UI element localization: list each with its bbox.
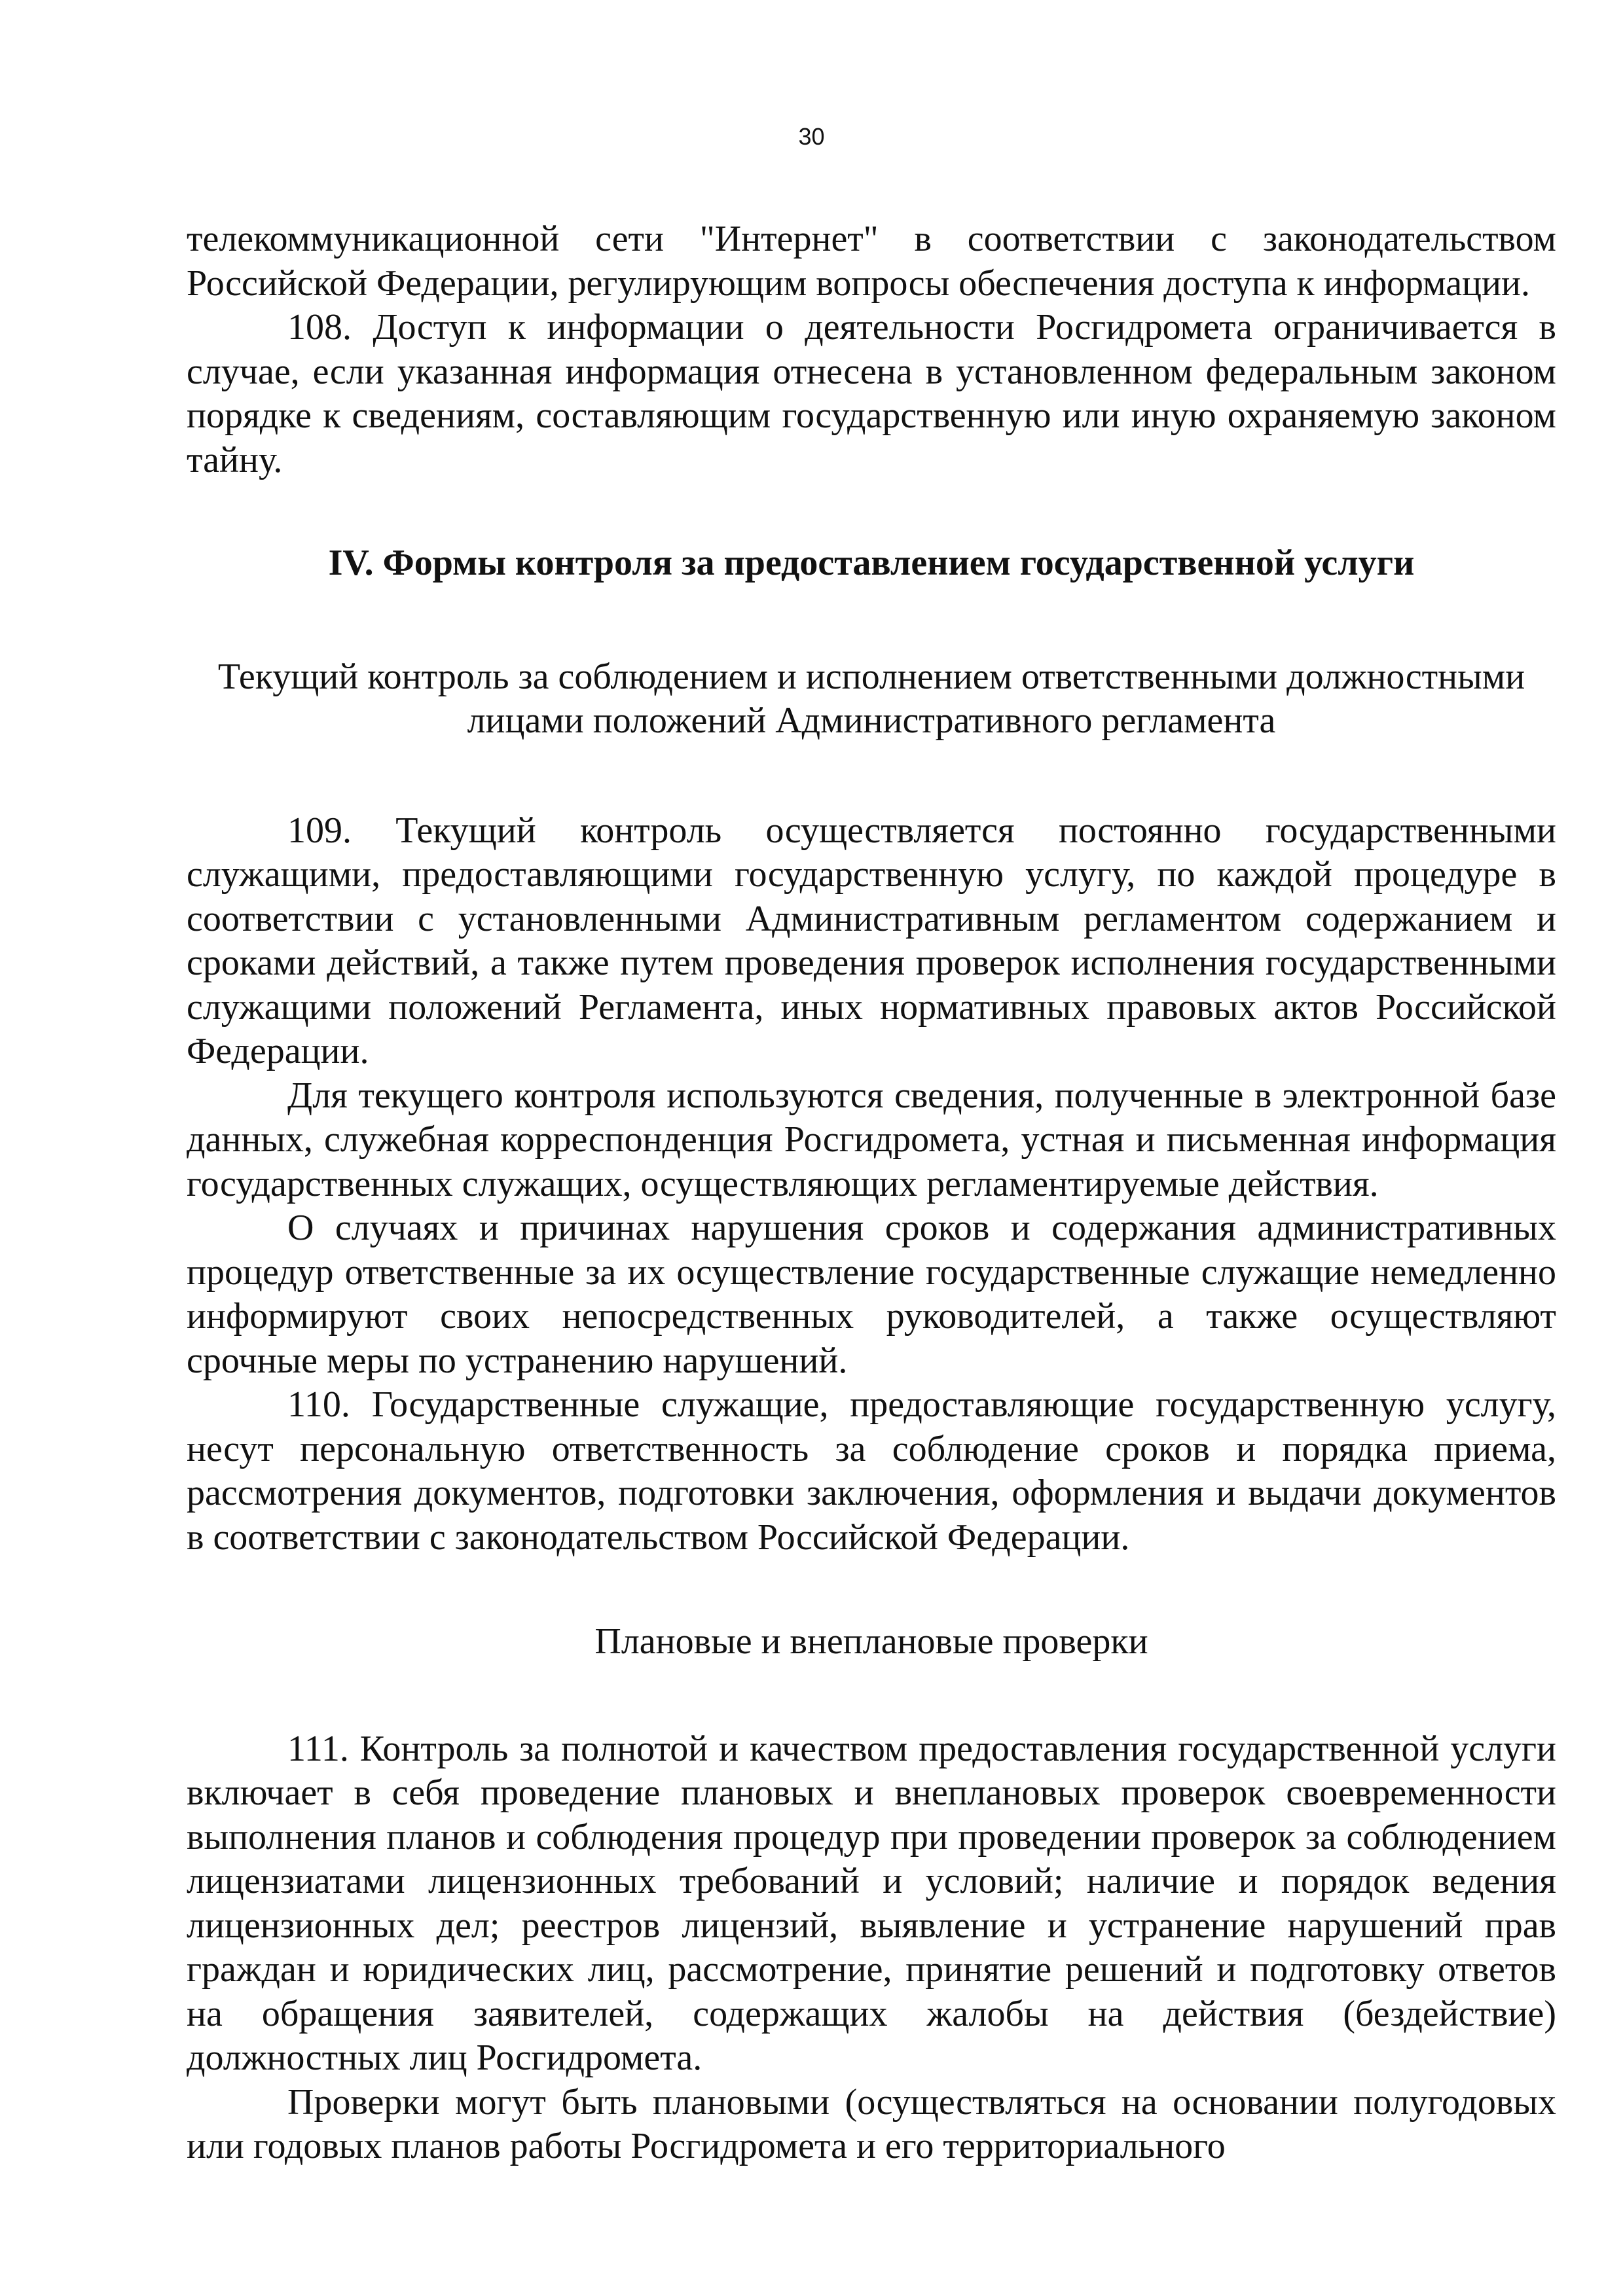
paragraph-111-inspection-types: Проверки могут быть плановыми (осуществляться на основании полугодовых или годовых планов работы Росгидромета и его территориального [187, 2081, 1556, 2166]
current-control-heading-line-2: лицами положений Административного регламента [467, 700, 1276, 741]
paragraph-109-violations: О случаях и причинах нарушения сроков и содержания административных процедур ответственные за их осуществление государственные служащие немедленно информируют своих непосредственных руководителей, а также осуществляют срочные меры по устранению нарушений. [187, 1208, 1556, 1381]
page-number: 30 [798, 123, 825, 150]
paragraph-continuation: телекоммуникационной сети "Интернет" в соответствии с законодательством Российской Федерации, регулирующим вопросы обеспечения доступа к информации. [187, 219, 1556, 304]
paragraph-111: 111. Контроль за полнотой и качеством предоставления государственной услуги включает в себя проведение плановых и внеплановых проверок своевременности выполнения планов и соблюдения процедур при проведении проверок за соблюдением лицензиатами лицензионных требований и условий; наличие и порядок ведения лицензионных дел; реестров лицензий, выявление и устранение нарушений прав граждан и юридических лиц, рассмотрение, принятие решений и подготовку ответов на обращения заявителей, содержащих жалобы на действия (бездействие) должностных лиц Росгидромета. [187, 1728, 1556, 2078]
paragraph-109: 109. Текущий контроль осуществляется постоянно государственными служащими, предоставляющими государственную услугу, по каждой процедуре в соответствии с установленными Административным регламентом содержанием и сроками действий, а также путем проведения проверок исполнения государственными служащими положений Регламента, иных нормативных правовых актов Российской Федерации. [187, 810, 1556, 1071]
section-iv-heading: IV. Формы контроля за предоставлением государственной услуги [328, 543, 1415, 583]
current-control-heading-line-1: Текущий контроль за соблюдением и исполнением ответственными должностными [217, 656, 1525, 697]
inspections-heading: Плановые и внеплановые проверки [594, 1621, 1148, 1662]
paragraph-109-data-sources: Для текущего контроля используются сведения, полученные в электронной базе данных, служебная корреспонденция Росгидромета, устная и письменная информация государственных служащих, осуществляющих регламентируемые действия. [187, 1075, 1556, 1204]
paragraph-108: 108. Доступ к информации о деятельности Росгидромета ограничивается в случае, если указанная информация отнесена в установленном федеральным законом порядке к сведениям, составляющим государственную или иную охраняемую законом тайну. [187, 307, 1556, 480]
paragraph-110: 110. Государственные служащие, предоставляющие государственную услугу, несут персональную ответственность за соблюдение сроков и порядка приема, рассмотрения документов, подготовки заключения, оформления и выдачи документов в соответствии с законодательством Российской Федерации. [187, 1384, 1556, 1558]
document-body [187, 217, 1556, 2169]
